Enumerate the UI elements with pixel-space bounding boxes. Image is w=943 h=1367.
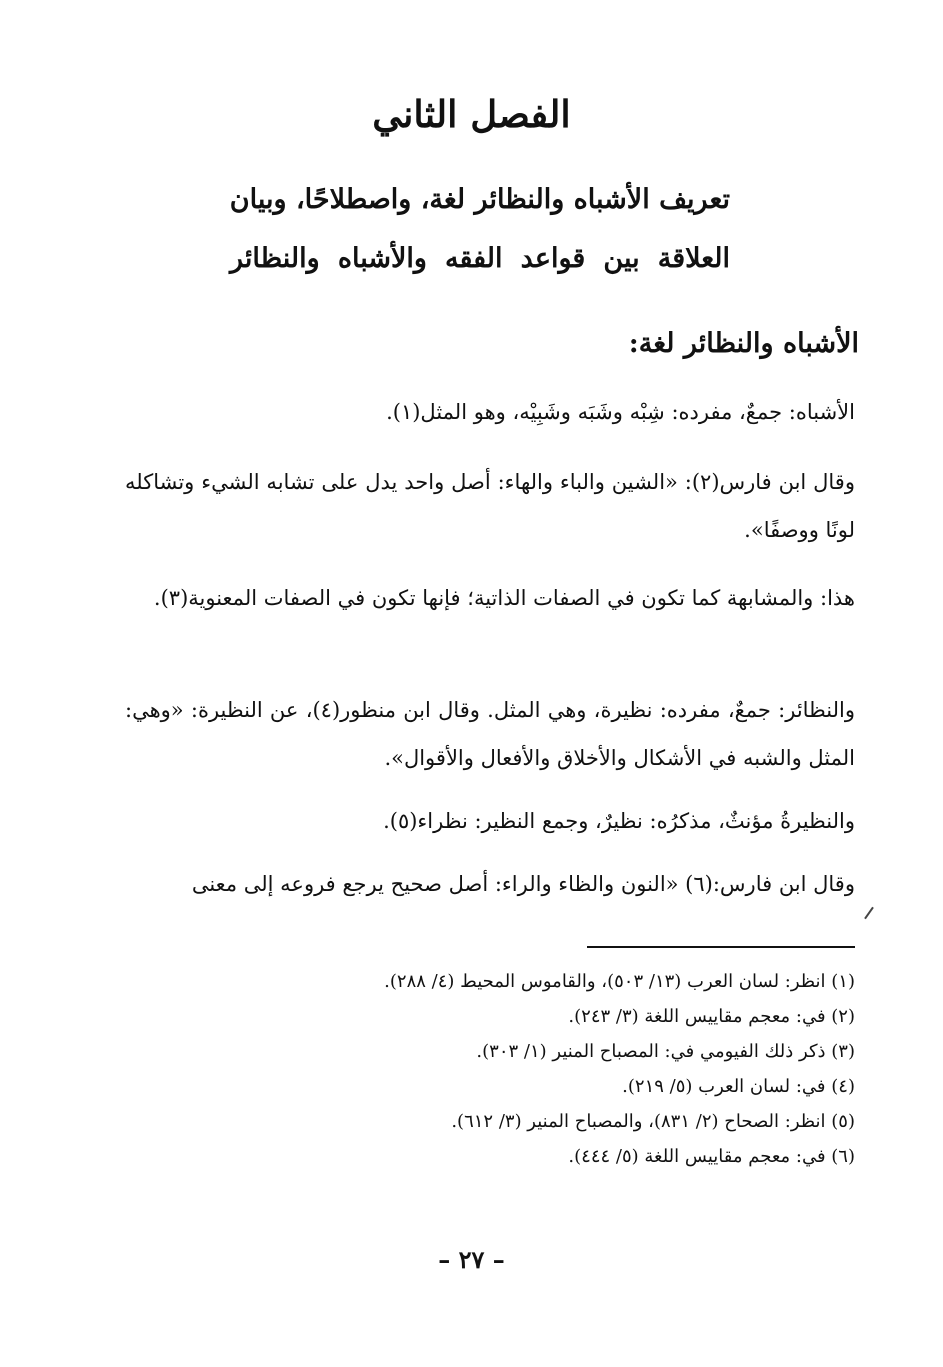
paragraph-4: والنظائر: جمعٌ، مفرده: نظيرة، وهي المثل. وقال ابن منظور(٤)، عن النظيرة: «وهي: المثل والشبه في الأشكال والأخلاق والأفعال والأقوال».: [125, 698, 855, 770]
footnote-2: (٢) في: معجم مقاييس اللغة (٣/ ٢٤٣).: [568, 1006, 855, 1027]
footnote-1: (١) انظر: لسان العرب (١٣/ ٥٠٣)، والقاموس المحيط (٤/ ٢٨٨).: [384, 971, 855, 992]
footnote-5: (٥) انظر: الصحاح (٢/ ٨٣١)، والمصباح المنير (٣/ ٦١٢).: [451, 1111, 855, 1132]
paragraph-6: وقال ابن فارس:(٦) «النون والظاء والراء: أصل صحيح يرجع فروعه إلى معنى: [191, 872, 855, 896]
footnotes-list: [95, 964, 855, 1174]
footnote-3: (٣) ذكر ذلك الفيومي في: المصباح المنير (١/ ٣٠٣).: [476, 1041, 855, 1062]
chapter-title: الفصل الثاني: [372, 92, 571, 136]
paragraph-1: الأشباه: جمعٌ، مفرده: شِبْه وشَبَه وشَبِيْه، وهو المثل(١).: [386, 400, 855, 424]
footnote-divider: [587, 946, 855, 948]
subtitle-line-2: العلاقة بين قواعد الفقه والأشباه والنظائر: [230, 243, 730, 274]
footnote-6: (٦) في: معجم مقاييس اللغة (٥/ ٤٤٤).: [568, 1146, 855, 1167]
footnote-4: (٤) في: لسان العرب (٥/ ٢١٩).: [622, 1076, 855, 1097]
section-heading: الأشباه والنظائر لغة:: [628, 328, 859, 359]
pen-mark: [864, 907, 874, 920]
paragraph-3: هذا: والمشابهة كما تكون في الصفات الذاتية؛ فإنها تكون في الصفات المعنوية(٣).: [153, 586, 855, 610]
page-number: – ٢٧ –: [438, 1245, 505, 1274]
paragraph-2: وقال ابن فارس(٢): «الشين والباء والهاء: أصل واحد يدل على تشابه الشيء وتشاكله لونًا ووصفًا».: [125, 470, 855, 542]
paragraph-5: والنظيرةُ مؤنثٌ، مذكرُه: نظيرٌ، وجمع النظير: نظراء(٥).: [383, 809, 855, 833]
subtitle-line-1: تعريف الأشباه والنظائر لغة، واصطلاحًا، وبيان: [229, 184, 730, 215]
